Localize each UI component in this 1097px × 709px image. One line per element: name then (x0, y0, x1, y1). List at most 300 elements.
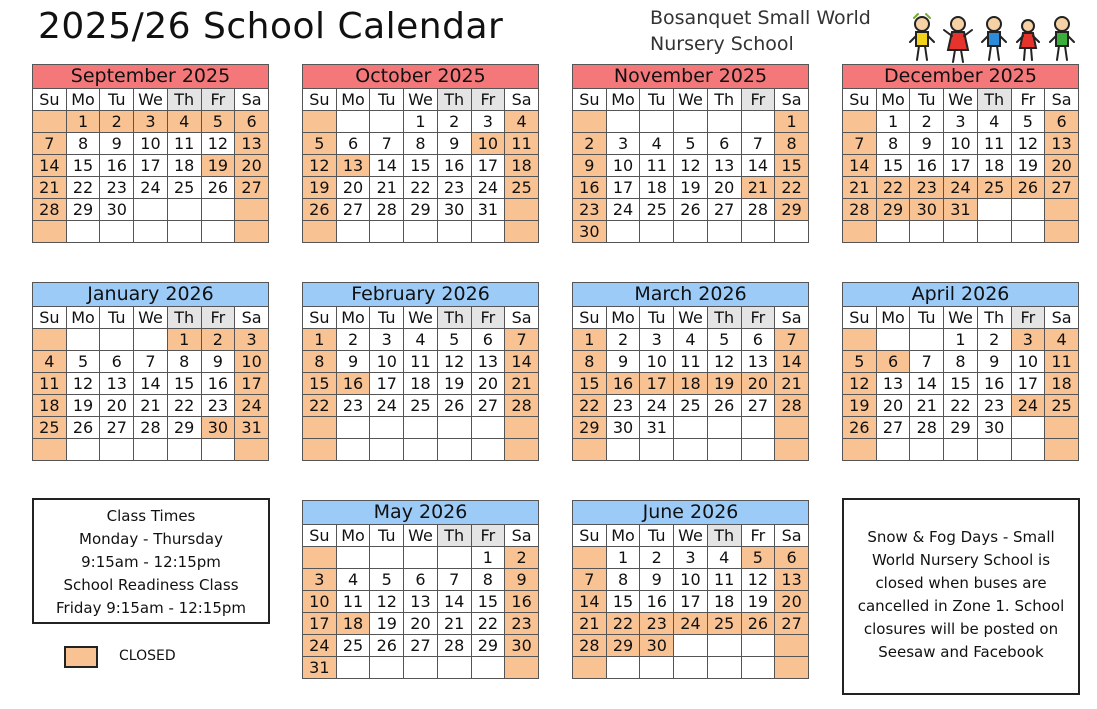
day-cell: 26 (370, 635, 404, 657)
day-cell: 28 (134, 417, 168, 439)
day-cell: 31 (640, 417, 674, 439)
readiness-class-hours: Friday 9:15am - 12:15pm (55, 599, 247, 617)
day-cell (134, 439, 168, 461)
week-row (303, 657, 539, 679)
day-cell (437, 221, 471, 243)
day-cell (674, 439, 708, 461)
day-cell-closed: 26 (843, 417, 877, 439)
day-cell: 18 (977, 155, 1011, 177)
day-cell: 29 (404, 199, 438, 221)
day-cell (404, 439, 438, 461)
day-cell (370, 221, 404, 243)
day-cell: 7 (134, 351, 168, 373)
weekday-label: Su (33, 307, 67, 329)
day-cell: 30 (437, 199, 471, 221)
weekday-label: We (134, 307, 168, 329)
day-cell: 11 (404, 351, 438, 373)
month-title: December 2025 (842, 64, 1079, 88)
day-cell: 12 (707, 351, 741, 373)
day-cell-closed (843, 221, 877, 243)
week-row (33, 221, 269, 243)
weekday-label: Fr (471, 307, 505, 329)
day-cell: 20 (100, 395, 134, 417)
day-cell: 28 (437, 635, 471, 657)
day-cell: 20 (404, 613, 438, 635)
day-cell: 2 (336, 329, 370, 351)
day-cell: 27 (876, 417, 910, 439)
day-cell-closed: 6 (235, 111, 269, 133)
day-cell-closed (33, 439, 67, 461)
day-cell: 3 (674, 547, 708, 569)
day-cell: 7 (437, 569, 471, 591)
weekday-label: Su (843, 307, 877, 329)
day-cell: 18 (640, 177, 674, 199)
day-cell: 10 (944, 133, 978, 155)
day-cell-closed (235, 439, 269, 461)
day-cell-closed: 18 (505, 155, 539, 177)
day-cell-closed: 18 (336, 613, 370, 635)
day-cell: 15 (66, 155, 100, 177)
day-cell-closed: 4 (1045, 329, 1079, 351)
day-cell-closed: 12 (843, 373, 877, 395)
month-title: November 2025 (572, 64, 809, 88)
day-cell-closed: 9 (505, 569, 539, 591)
day-cell (741, 657, 775, 679)
week-row (303, 569, 539, 591)
weekday-label: Tu (640, 307, 674, 329)
day-cell-closed (303, 417, 337, 439)
week-row (573, 657, 809, 679)
day-cell-closed: 5 (741, 547, 775, 569)
week-row (843, 329, 1079, 351)
weekday-header-row (843, 89, 1079, 111)
day-cell (370, 657, 404, 679)
weekday-label: We (674, 525, 708, 547)
day-cell-closed: 8 (303, 351, 337, 373)
weekday-label: Fr (1011, 307, 1045, 329)
day-cell-closed (235, 199, 269, 221)
day-cell (910, 329, 944, 351)
week-row (843, 111, 1079, 133)
weekday-label: Th (167, 89, 201, 111)
month-grid (842, 88, 1079, 243)
week-row (303, 133, 539, 155)
week-row (573, 221, 809, 243)
day-cell: 23 (201, 395, 235, 417)
day-cell-closed: 30 (910, 199, 944, 221)
day-cell (707, 111, 741, 133)
day-cell: 7 (910, 351, 944, 373)
weekday-label: Su (303, 525, 337, 547)
week-row (573, 613, 809, 635)
day-cell-closed: 21 (775, 373, 809, 395)
weekday-label: Fr (741, 525, 775, 547)
week-row (303, 591, 539, 613)
weekday-header-row (573, 307, 809, 329)
day-cell (66, 439, 100, 461)
day-cell: 15 (167, 373, 201, 395)
day-cell: 2 (977, 329, 1011, 351)
month-grid (572, 524, 809, 679)
day-cell-closed: 22 (775, 177, 809, 199)
day-cell-closed (1045, 417, 1079, 439)
day-cell: 22 (167, 395, 201, 417)
day-cell: 17 (471, 155, 505, 177)
weekday-label: Sa (1045, 307, 1079, 329)
day-cell (201, 199, 235, 221)
day-cell: 11 (336, 591, 370, 613)
day-cell: 14 (134, 373, 168, 395)
class-times-box (32, 498, 270, 624)
day-cell (134, 221, 168, 243)
day-cell (336, 221, 370, 243)
day-cell: 24 (606, 199, 640, 221)
day-cell (606, 221, 640, 243)
day-cell-closed: 10 (235, 351, 269, 373)
day-cell (674, 417, 708, 439)
day-cell-closed: 18 (33, 395, 67, 417)
day-cell: 28 (910, 417, 944, 439)
child-figure (982, 17, 1006, 60)
day-cell-closed: 20 (1045, 155, 1079, 177)
day-cell (370, 547, 404, 569)
day-cell-closed: 22 (303, 395, 337, 417)
day-cell: 18 (404, 373, 438, 395)
day-cell (1011, 439, 1045, 461)
day-cell: 12 (674, 155, 708, 177)
day-cell: 27 (404, 635, 438, 657)
day-cell: 13 (100, 373, 134, 395)
day-cell: 18 (707, 591, 741, 613)
weekday-label: Su (573, 307, 607, 329)
day-cell: 25 (167, 177, 201, 199)
day-cell (1011, 221, 1045, 243)
day-cell-closed: 7 (573, 569, 607, 591)
day-cell-closed: 16 (505, 591, 539, 613)
weekday-label: Sa (775, 89, 809, 111)
day-cell-closed: 6 (876, 351, 910, 373)
weekday-label: Mo (606, 307, 640, 329)
day-cell: 14 (741, 155, 775, 177)
day-cell: 1 (606, 547, 640, 569)
day-cell-closed: 27 (235, 177, 269, 199)
day-cell-closed (1045, 199, 1079, 221)
day-cell: 24 (370, 395, 404, 417)
day-cell-closed: 26 (741, 613, 775, 635)
day-cell: 19 (437, 373, 471, 395)
day-cell (100, 221, 134, 243)
day-cell (134, 199, 168, 221)
day-cell-closed: 13 (1045, 133, 1079, 155)
day-cell-closed: 9 (573, 155, 607, 177)
day-cell-closed: 24 (1011, 395, 1045, 417)
day-cell: 8 (167, 351, 201, 373)
weekday-label: Mo (66, 89, 100, 111)
day-cell-closed: 29 (606, 635, 640, 657)
day-cell: 19 (66, 395, 100, 417)
day-cell: 6 (471, 329, 505, 351)
day-cell-closed: 3 (303, 569, 337, 591)
day-cell (336, 547, 370, 569)
day-cell: 22 (471, 613, 505, 635)
day-cell: 19 (741, 591, 775, 613)
day-cell-closed (1045, 221, 1079, 243)
weekday-label: Mo (876, 307, 910, 329)
day-cell-closed: 14 (843, 155, 877, 177)
day-cell-closed: 30 (573, 221, 607, 243)
month-calendar-june-2026 (572, 500, 809, 679)
day-cell: 8 (471, 569, 505, 591)
day-cell (640, 221, 674, 243)
day-cell-closed (573, 547, 607, 569)
day-cell: 12 (66, 373, 100, 395)
day-cell: 21 (910, 395, 944, 417)
day-cell-closed (843, 111, 877, 133)
weekday-label: Th (437, 89, 471, 111)
day-cell (370, 439, 404, 461)
day-cell (707, 417, 741, 439)
day-cell-closed: 4 (167, 111, 201, 133)
day-cell: 20 (876, 395, 910, 417)
week-row (33, 133, 269, 155)
day-cell-closed (775, 417, 809, 439)
day-cell (640, 111, 674, 133)
week-row (33, 351, 269, 373)
day-cell (977, 221, 1011, 243)
day-cell: 11 (707, 569, 741, 591)
day-cell-closed: 26 (303, 199, 337, 221)
day-cell (201, 221, 235, 243)
day-cell (741, 417, 775, 439)
class-times-heading: Class Times (106, 507, 196, 525)
day-cell: 10 (1011, 351, 1045, 373)
day-cell-closed: 7 (33, 133, 67, 155)
weekday-label: Th (977, 307, 1011, 329)
day-cell: 26 (201, 177, 235, 199)
day-cell: 19 (370, 613, 404, 635)
weekday-label: Th (707, 307, 741, 329)
day-cell (741, 635, 775, 657)
day-cell-closed (573, 657, 607, 679)
day-cell: 27 (471, 395, 505, 417)
month-grid (842, 306, 1079, 461)
week-row (303, 417, 539, 439)
weekday-label: Mo (336, 89, 370, 111)
week-row (573, 439, 809, 461)
day-cell: 9 (437, 133, 471, 155)
day-cell-closed: 2 (573, 133, 607, 155)
day-cell: 12 (1011, 133, 1045, 155)
day-cell: 20 (336, 177, 370, 199)
day-cell: 26 (66, 417, 100, 439)
weekday-label: We (944, 307, 978, 329)
day-cell (1011, 199, 1045, 221)
day-cell: 30 (606, 417, 640, 439)
weekday-header-row (303, 89, 539, 111)
day-cell-closed: 7 (505, 329, 539, 351)
day-cell: 15 (404, 155, 438, 177)
day-cell (370, 111, 404, 133)
day-cell (66, 329, 100, 351)
day-cell: 28 (370, 199, 404, 221)
day-cell-closed (505, 199, 539, 221)
day-cell: 11 (977, 133, 1011, 155)
month-title: February 2026 (302, 282, 539, 306)
week-row (33, 439, 269, 461)
day-cell: 10 (640, 351, 674, 373)
day-cell: 26 (437, 395, 471, 417)
day-cell-closed: 27 (1045, 177, 1079, 199)
day-cell-closed: 30 (640, 635, 674, 657)
day-cell (640, 439, 674, 461)
weekday-label: Fr (201, 307, 235, 329)
day-cell: 5 (674, 133, 708, 155)
day-cell-closed: 24 (674, 613, 708, 635)
day-cell (977, 439, 1011, 461)
day-cell: 27 (336, 199, 370, 221)
day-cell: 19 (1011, 155, 1045, 177)
day-cell-closed: 20 (741, 373, 775, 395)
weekday-label: Su (303, 307, 337, 329)
day-cell (167, 439, 201, 461)
weekday-label: Sa (775, 307, 809, 329)
day-cell: 13 (471, 351, 505, 373)
weekday-label: Fr (201, 89, 235, 111)
week-row (303, 177, 539, 199)
month-grid (572, 306, 809, 461)
week-row (303, 111, 539, 133)
day-cell: 16 (640, 591, 674, 613)
day-cell-closed: 13 (336, 155, 370, 177)
class-times-hours: 9:15am - 12:15pm (81, 553, 221, 571)
day-cell: 5 (66, 351, 100, 373)
notice-line: Seesaw and Facebook (878, 643, 1044, 661)
weekday-label: Sa (505, 89, 539, 111)
day-cell: 1 (944, 329, 978, 351)
day-cell: 17 (1011, 373, 1045, 395)
weekday-label: Tu (640, 89, 674, 111)
day-cell: 1 (876, 111, 910, 133)
day-cell: 14 (910, 373, 944, 395)
weekday-label: Th (707, 89, 741, 111)
weekday-label: Tu (910, 307, 944, 329)
day-cell: 16 (977, 373, 1011, 395)
weekday-label: Fr (471, 525, 505, 547)
week-row (573, 111, 809, 133)
day-cell (1011, 417, 1045, 439)
month-calendar-november-2025 (572, 64, 809, 243)
day-cell-closed (33, 111, 67, 133)
children-logo (908, 12, 1078, 64)
weekday-label: We (404, 307, 438, 329)
day-cell-closed: 5 (303, 133, 337, 155)
day-cell-closed: 2 (201, 329, 235, 351)
day-cell: 5 (707, 329, 741, 351)
weekday-header-row (573, 525, 809, 547)
month-title: April 2026 (842, 282, 1079, 306)
week-row (843, 199, 1079, 221)
week-row (843, 351, 1079, 373)
day-cell-closed: 19 (303, 177, 337, 199)
day-cell: 6 (100, 351, 134, 373)
day-cell-closed: 5 (201, 111, 235, 133)
month-title: October 2025 (302, 64, 539, 88)
day-cell: 17 (944, 155, 978, 177)
weekday-label: Tu (640, 525, 674, 547)
weekday-label: Tu (100, 307, 134, 329)
day-cell (741, 111, 775, 133)
day-cell (370, 417, 404, 439)
day-cell: 16 (201, 373, 235, 395)
day-cell-closed (303, 221, 337, 243)
day-cell-closed: 25 (707, 613, 741, 635)
day-cell-closed: 22 (573, 395, 607, 417)
weekday-label: We (404, 525, 438, 547)
weekday-label: Sa (775, 525, 809, 547)
day-cell: 11 (640, 155, 674, 177)
day-cell: 5 (370, 569, 404, 591)
weekday-header-row (303, 525, 539, 547)
notice-line: cancelled in Zone 1. School (857, 597, 1065, 615)
day-cell-closed: 4 (505, 111, 539, 133)
day-cell: 2 (640, 547, 674, 569)
weekday-label: We (134, 89, 168, 111)
day-cell-closed (775, 439, 809, 461)
day-cell-closed: 1 (573, 329, 607, 351)
day-cell: 15 (944, 373, 978, 395)
day-cell: 20 (471, 373, 505, 395)
day-cell: 3 (471, 111, 505, 133)
day-cell-closed: 21 (33, 177, 67, 199)
day-cell-closed: 8 (573, 351, 607, 373)
class-times-days: Monday - Thursday (79, 530, 223, 548)
day-cell-closed: 22 (876, 177, 910, 199)
weekday-label: Mo (606, 89, 640, 111)
day-cell (404, 657, 438, 679)
day-cell-closed: 13 (775, 569, 809, 591)
day-cell-closed (235, 221, 269, 243)
week-row (33, 417, 269, 439)
day-cell (674, 111, 708, 133)
month-calendar-october-2025 (302, 64, 539, 243)
day-cell: 22 (404, 177, 438, 199)
day-cell-closed: 14 (775, 351, 809, 373)
week-row (303, 547, 539, 569)
month-grid (572, 88, 809, 243)
day-cell-closed: 15 (303, 373, 337, 395)
day-cell-closed: 29 (573, 417, 607, 439)
day-cell: 21 (134, 395, 168, 417)
school-name-line2: Nursery School (650, 33, 794, 55)
day-cell-closed (573, 111, 607, 133)
day-cell (910, 439, 944, 461)
week-row (843, 177, 1079, 199)
day-cell-closed: 19 (201, 155, 235, 177)
day-cell: 30 (977, 417, 1011, 439)
day-cell (741, 439, 775, 461)
day-cell: 9 (640, 569, 674, 591)
day-cell: 29 (66, 199, 100, 221)
day-cell-closed: 19 (707, 373, 741, 395)
day-cell: 12 (201, 133, 235, 155)
day-cell: 3 (606, 133, 640, 155)
day-cell-closed: 14 (33, 155, 67, 177)
week-row (33, 177, 269, 199)
weekday-header-row (573, 89, 809, 111)
day-cell-closed: 17 (303, 613, 337, 635)
day-cell: 14 (437, 591, 471, 613)
day-cell-closed: 21 (505, 373, 539, 395)
